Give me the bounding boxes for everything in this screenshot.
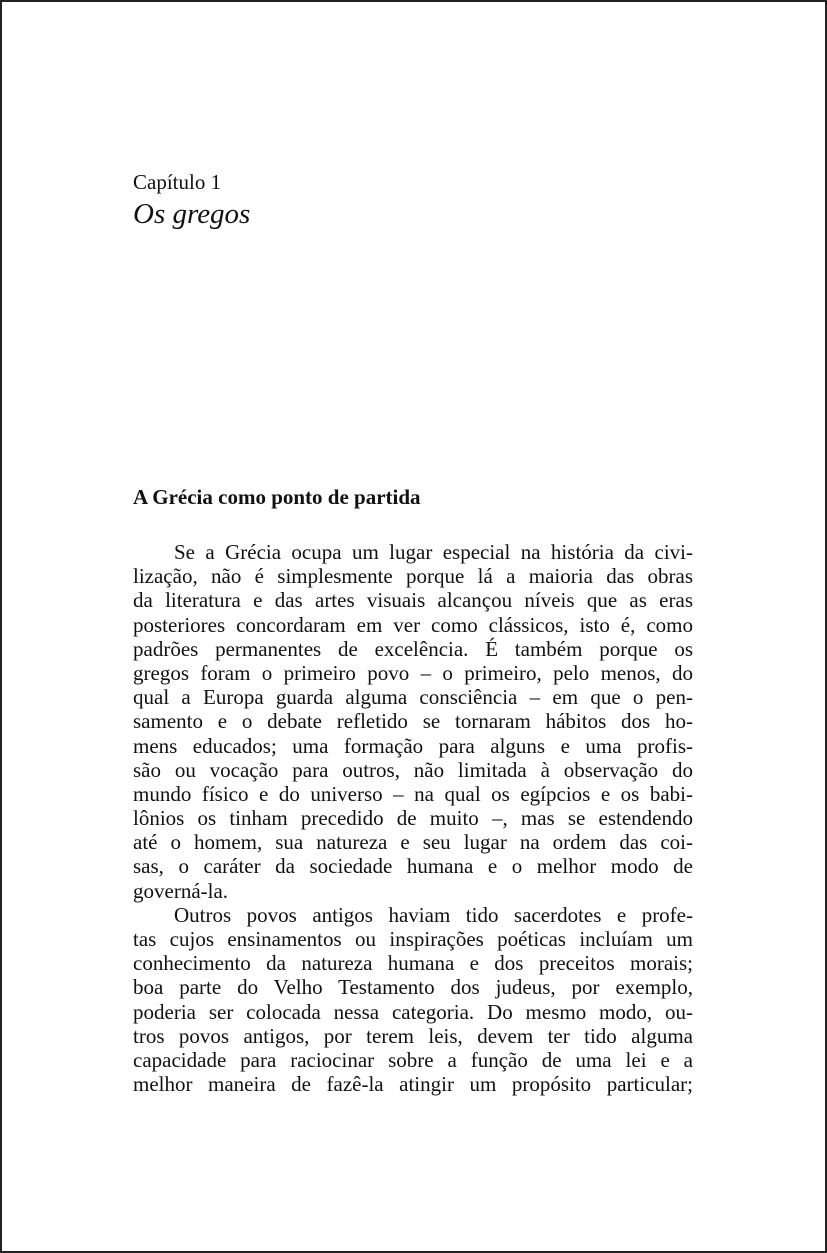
text-line: Outros povos antigos haviam tido sacerdotes e profe-	[174, 902, 693, 927]
text-line: Se a Grécia ocupa um lugar especial na história da civi-	[174, 540, 693, 564]
text-line: melhor maneira de fazê-la atingir um propósito particular;	[133, 1072, 693, 1097]
text-line: sas, o caráter da sociedade humana e o melhor modo de	[133, 854, 693, 879]
text-line: padrões permanentes de excelência. É também porque os	[133, 636, 693, 661]
text-line: qual a Europa guarda alguma consciência – em que o pen-	[133, 685, 693, 710]
text-line: da literatura e das artes visuais alcançou níveis que as eras	[133, 588, 693, 613]
section-heading: A Grécia como ponto de partida	[133, 485, 421, 509]
text-line: samento e o debate refletido se tornaram hábitos dos ho-	[133, 709, 693, 734]
chapter-title: Os gregos	[133, 198, 251, 230]
text-line: tros povos antigos, por terem leis, devem ter tido alguma	[133, 1023, 693, 1048]
text-line: lônios os tinham precedido de muito –, mas se estendendo	[133, 806, 693, 831]
paragraph	[133, 540, 693, 903]
text-line: poderia ser colocada nessa categoria. Do mesmo modo, ou-	[133, 999, 693, 1024]
text-line: até o homem, sua natureza e seu lugar na ordem das coi-	[133, 830, 693, 855]
text-line: boa parte do Velho Testamento dos judeus, por exemplo,	[133, 975, 693, 1000]
text-line: conhecimento da natureza humana e dos preceitos morais;	[133, 951, 693, 976]
text-line: mens educados; uma formação para alguns e uma profis-	[133, 733, 693, 758]
text-line: gregos foram o primeiro povo – o primeiro, pelo menos, do	[133, 660, 693, 685]
text-line: governá-la.	[133, 878, 229, 903]
text-line: capacidade para raciocinar sobre a função de uma lei e a	[133, 1047, 693, 1072]
chapter-label: Capítulo 1	[133, 170, 222, 194]
text-line: posteriores concordaram em ver como clássicos, isto é, como	[133, 612, 693, 637]
text-line: mundo físico e do universo – na qual os egípcios e os babi-	[133, 781, 693, 806]
text-line: são ou vocação para outros, não limitada à observação do	[133, 757, 693, 782]
text-line: tas cujos ensinamentos ou inspirações poéticas incluíam um	[133, 927, 693, 951]
body-text	[133, 540, 693, 1096]
paragraph	[133, 903, 693, 1097]
text-line: lização, não é simplesmente porque lá a maioria das obras	[133, 564, 693, 589]
